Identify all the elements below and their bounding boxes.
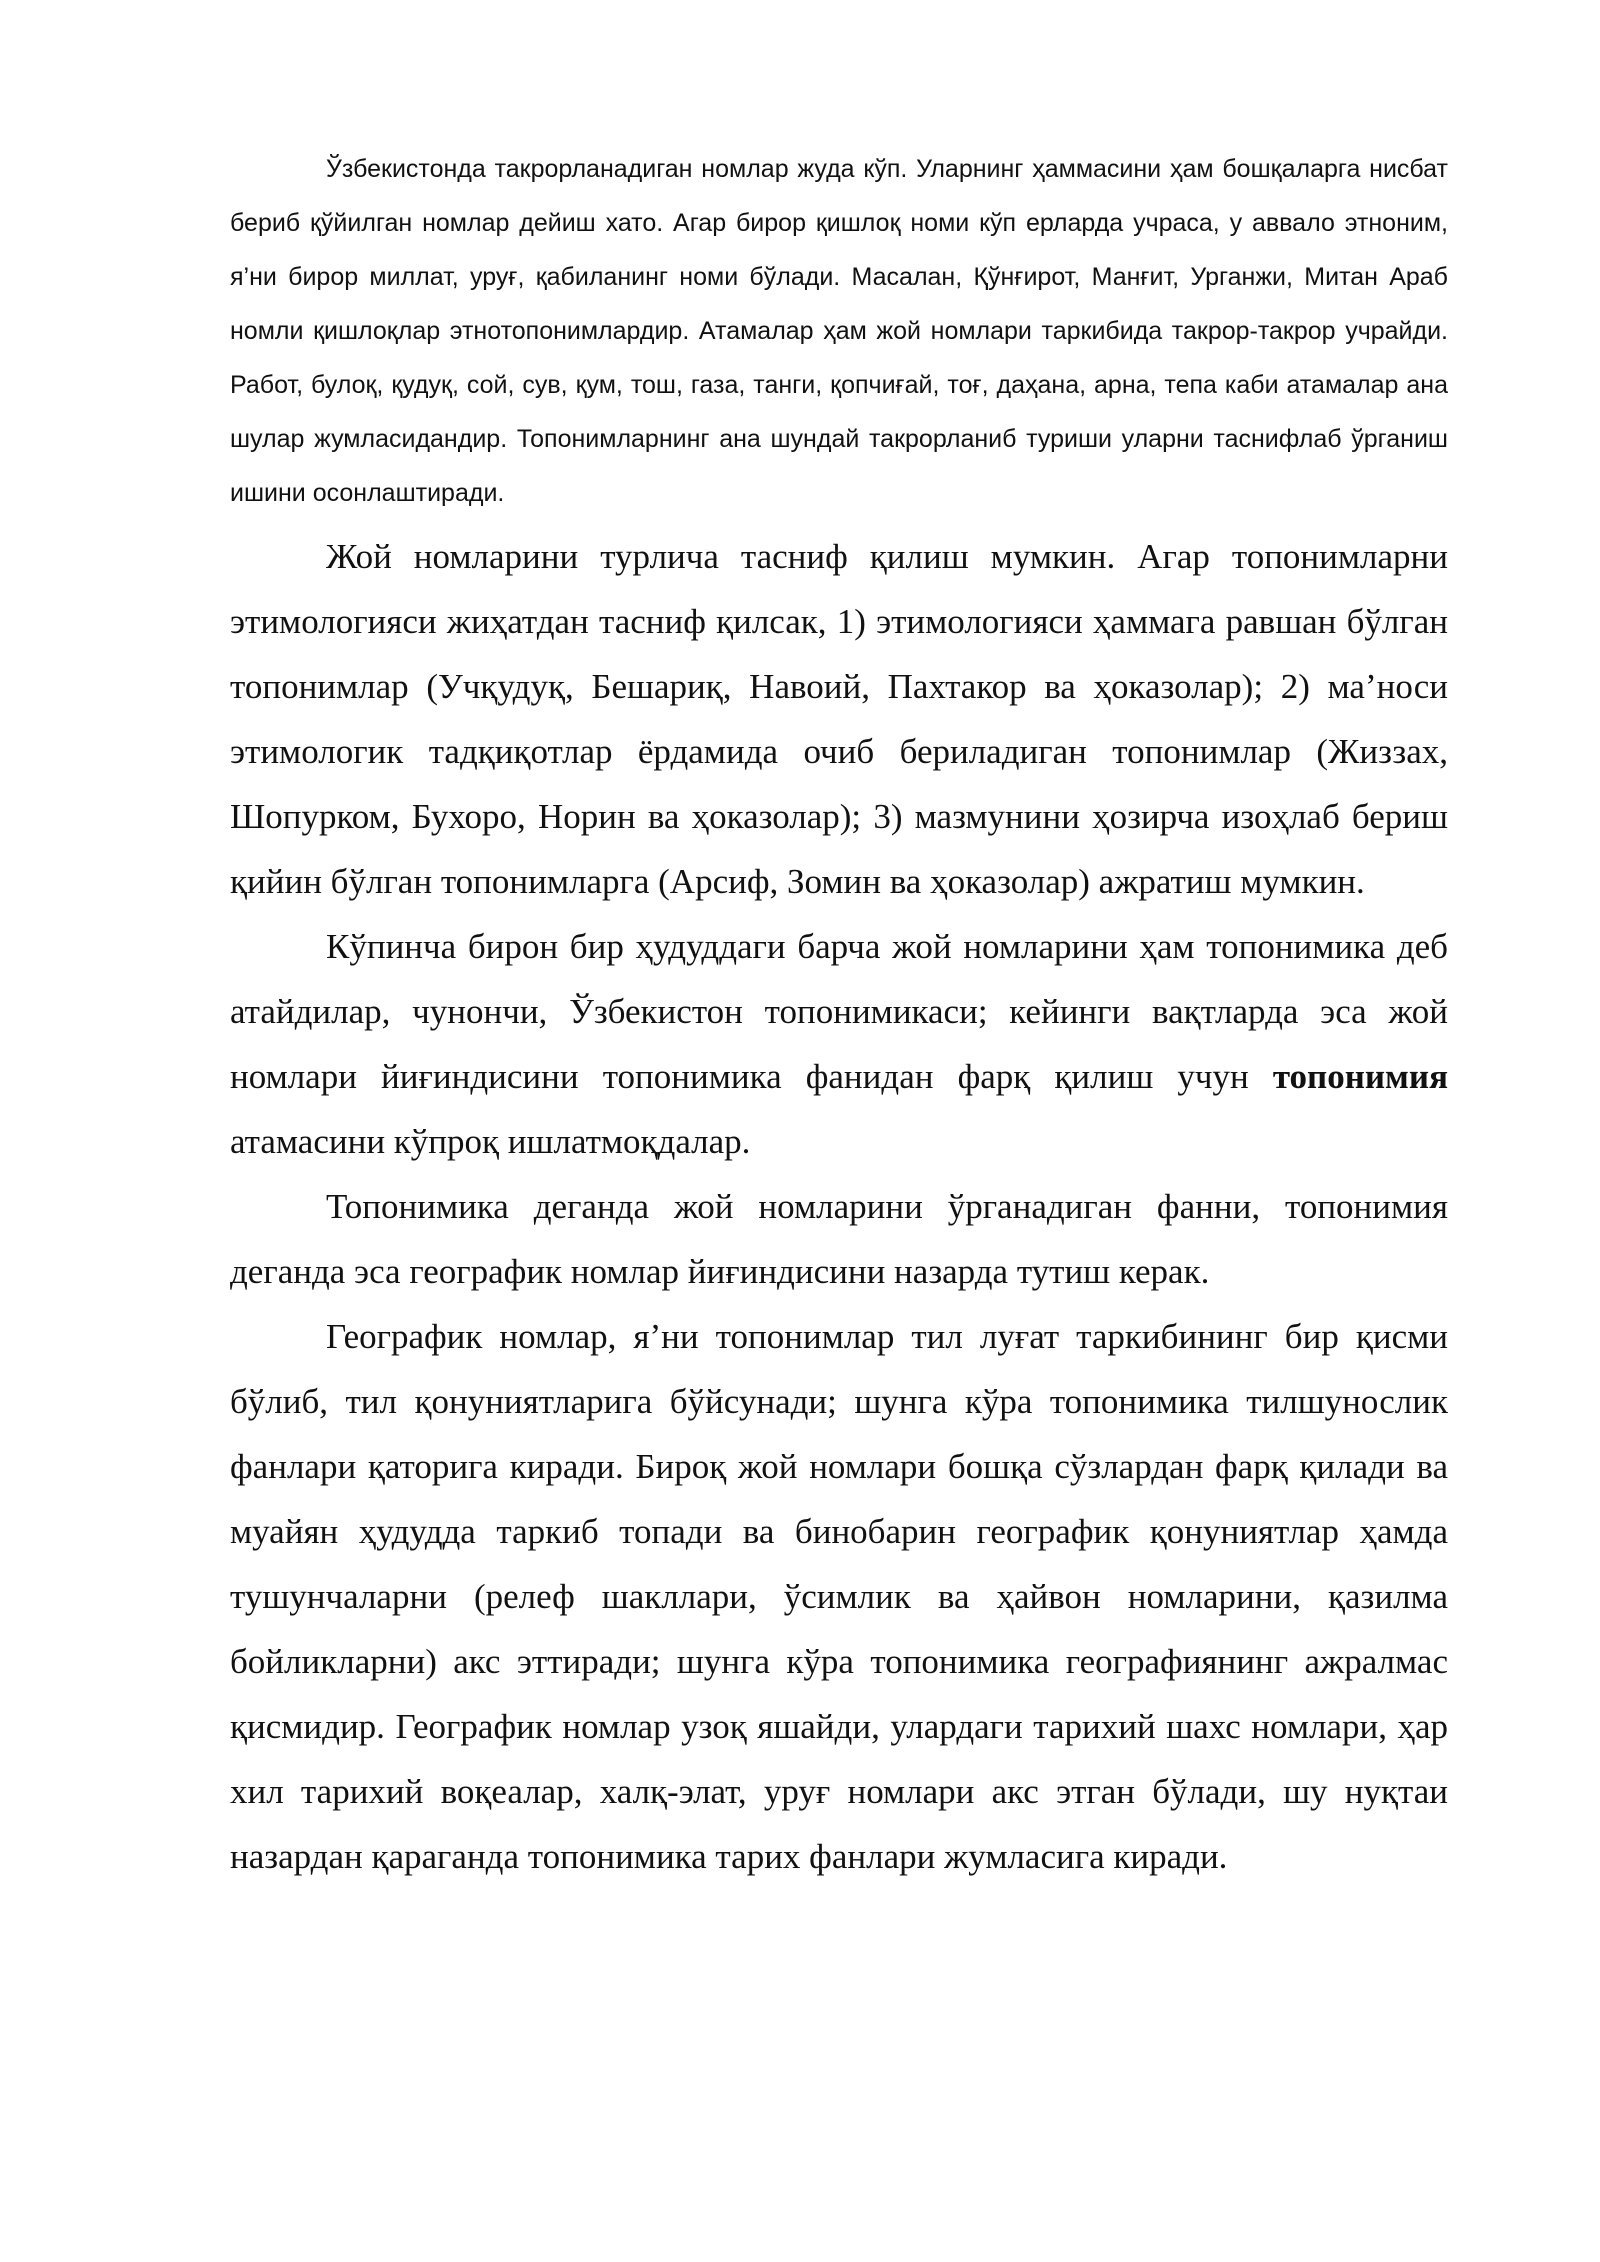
paragraph-classification: Жой номларини турлича тасниф қилиш мумкин. Агар топонимларни этимологияси жиҳатдан тасниф қилсак, 1) этимологияси ҳаммага равшан бўлган топонимлар (Учқудуқ, Бешариқ, Навоий, Пахтакор ва ҳоказолар); 2) ма’носи этимологик тадқиқотлар ёрдамида очиб бериладиган топонимлар (Жиззах, Шопурком, Бухоро, Норин ва ҳоказолар); 3) мазмунини ҳозирча изоҳлаб бериш қийин бўлган топонимларга (Арсиф, Зомин ва ҳоказолар) ажратиш мумкин. xyxy=(230,537,1448,901)
paragraph-repeated-names: Ўзбекистонда такрорланадиган номлар жуда кўп. Уларнинг ҳаммасини ҳам бошқаларга нисбат бериб қўйилган номлар дейиш хато. Агар бирор қишлоқ номи кўп ерларда учраса, у аввало этноним, я’ни бирор миллат, уруғ, қабиланинг номи бўлади. Масалан, Қўнғирот, Манғит, Урганжи, Митан Араб номли қишлоқлар этнотопонимлардир. Атамалар ҳам жой номлари таркибида такрор-такрор учрайди. Работ, булоқ, қудуқ, сой, сув, қум, тош, газа, танги, қопчиғай, тоғ, даҳана, арна, тепа каби атамалар ана шулар жумласидандир. Топонимларнинг ана шундай такрорланиб туриши уларни таснифлаб ўрганиш ишини осонлаштиради. xyxy=(230,155,1448,507)
main-text-flow xyxy=(230,524,1448,1889)
paragraph-definition: Топонимика деганда жой номларини ўрганадиган фанни, топонимия деганда эса географик номлар йиғиндисини назарда тутиш керак. xyxy=(230,1187,1448,1291)
paragraph-geographic-names: Географик номлар, я’ни топонимлар тил луғат таркибининг бир қисми бўлиб, тил қонуниятларига бўйсунади; шунга кўра топонимика тилшунослик фанлари қаторига киради. Бироқ жой номлари бошқа сўзлардан фарқ қилади ва муайян ҳудудда таркиб топади ва бинобарин географик қонуниятлар ҳамда тушунчаларни (релеф шакллари, ўсимлик ва ҳайвон номларини, қазилма бойликларни) акс эттиради; шунга кўра топонимика географиянинг ажралмас қисмидир. Географик номлар узоқ яшайди, улардаги тарихий шахс номлари, ҳар хил тарихий воқеалар, халқ-элат, уруғ номлари акс этган бўлади, шу нуқтаи назардан қараганда топонимика тарих фанлари жумласига киради. xyxy=(230,1317,1448,1876)
bold-term-toponymy: топонимия xyxy=(1272,1057,1448,1096)
paragraph-toponymy-term xyxy=(230,914,1448,1174)
paragraph-toponymy-text-after: атамасини кўпроқ ишлатмоқдалар. xyxy=(230,1122,751,1161)
paragraph-toponymy-text-before: Кўпинча бирон бир ҳудуддаги барча жой номларини ҳам топонимика деб атайдилар, чунончи, Ўзбекистон топонимикаси; кейинги вақтларда эса жой номлари йиғиндисини топонимика фанидан фарқ қилиш учун xyxy=(230,927,1448,1096)
